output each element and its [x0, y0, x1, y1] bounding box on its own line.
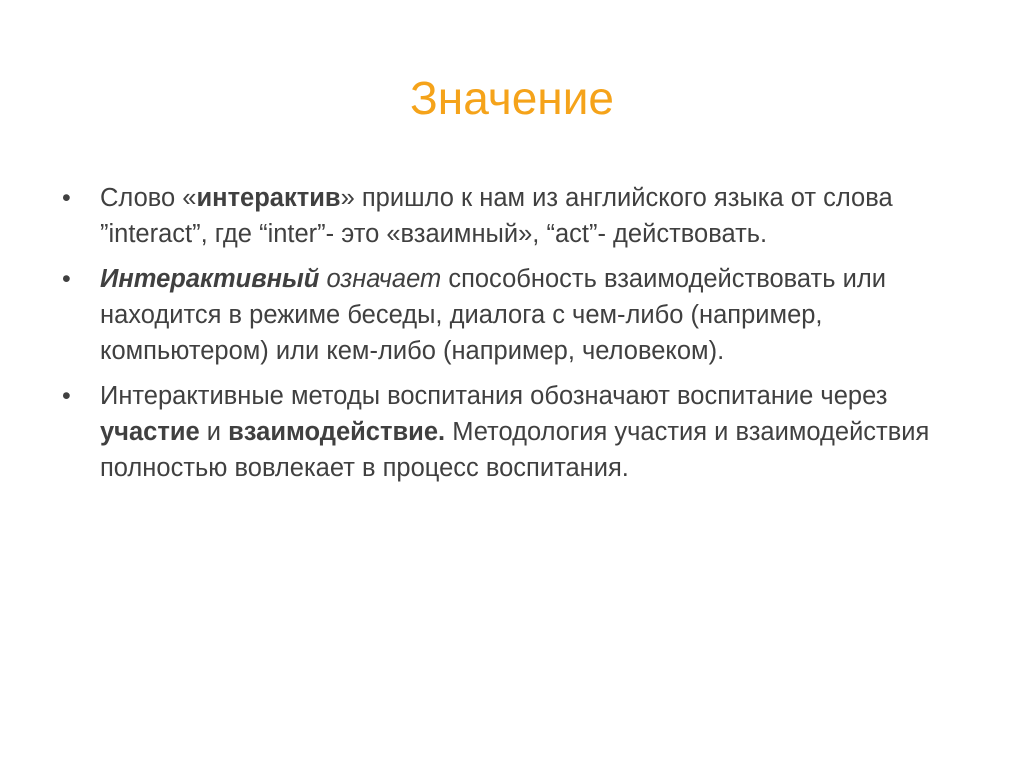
- text-run: способность взаимодействовать или находится в режиме беседы, диалога с чем-либо (например, компьютером) или кем-либо (например, человеком).: [100, 265, 886, 365]
- text-run-bold: участие: [100, 418, 200, 446]
- text-run: Слово «: [100, 184, 197, 212]
- bullet-dot-icon: •: [62, 382, 71, 410]
- slide-title: Значение: [410, 72, 614, 124]
- text-run-bold: интерактив: [196, 184, 341, 212]
- text-run-bold: взаимодействие.: [228, 418, 446, 446]
- text-run: и: [199, 418, 229, 446]
- bullet-text: [100, 184, 893, 248]
- bullet-dot-icon: •: [62, 265, 71, 293]
- bullet-text: [100, 382, 929, 482]
- bullet-list: [60, 180, 980, 495]
- text-run: Интерактивные методы воспитания обозначают воспитание через: [100, 382, 888, 410]
- bullet-item: [60, 261, 980, 369]
- text-run-bold-italic: Интерактивный: [100, 265, 320, 293]
- bullet-dot-icon: •: [62, 184, 71, 212]
- bullet-item: [60, 378, 980, 486]
- bullet-item: [60, 180, 980, 252]
- text-run: » пришло к нам из английского языка от слова ”interact”, где “inter”- это «взаимный», “act”- действовать.: [100, 184, 893, 248]
- bullet-text: [100, 265, 886, 365]
- text-run-italic: означает: [326, 265, 442, 293]
- text-run: Методология участия и взаимодействия полностью вовлекает в процесс воспитания.: [100, 418, 930, 482]
